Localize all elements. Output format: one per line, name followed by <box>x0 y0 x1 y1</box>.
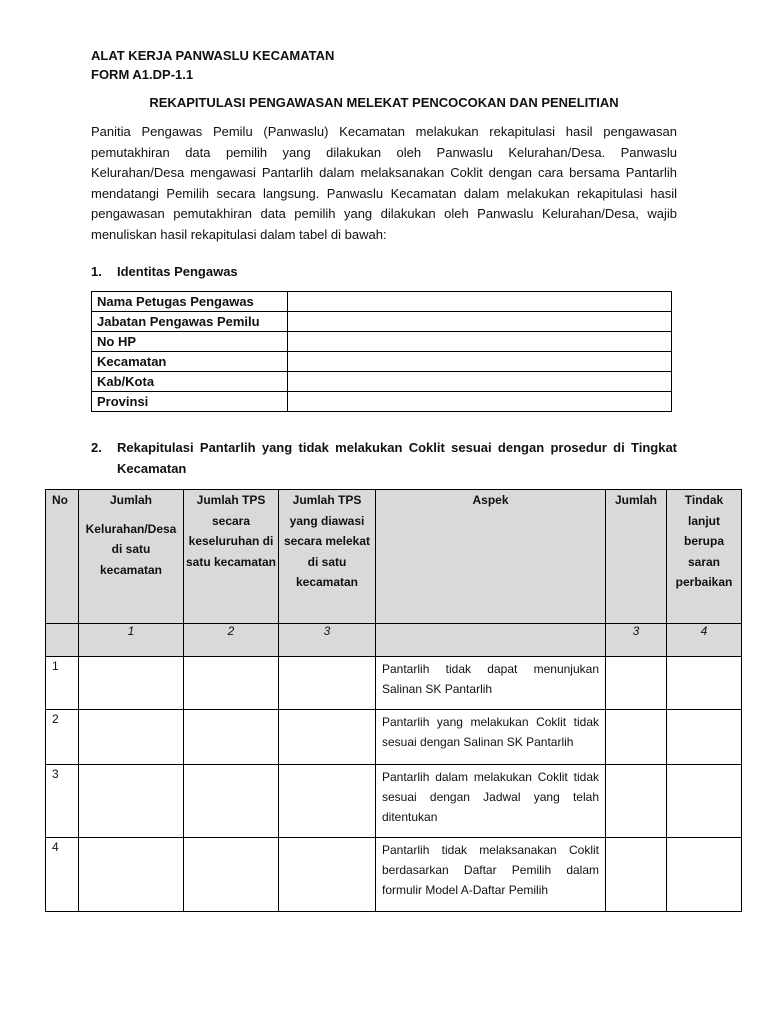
cell-aspek: Pantarlih yang melakukan Coklit tidak sesuai dengan Salinan SK Pantarlih <box>376 710 606 765</box>
cell-jumlah-kelurahan[interactable] <box>79 710 184 765</box>
cell-jumlah-tps[interactable] <box>184 657 279 710</box>
col-header-no: No <box>46 490 79 624</box>
identity-row <box>92 312 672 332</box>
col-header-jumlah-kelurahan-a: Jumlah <box>109 493 152 507</box>
col-number <box>376 624 606 657</box>
col-number: 2 <box>184 624 279 657</box>
cell-jumlah-kelurahan[interactable] <box>79 657 184 710</box>
cell-aspek: Pantarlih tidak melaksanakan Coklit berdasarkan Daftar Pemilih dalam formulir Model A-Daftar Pemilih <box>376 838 606 912</box>
identity-value-field[interactable] <box>288 372 672 392</box>
cell-tindak-lanjut[interactable] <box>667 710 742 765</box>
identity-row <box>92 332 672 352</box>
col-header-tindak-lanjut: Tindak lanjut berupa saran perbaikan <box>667 490 742 624</box>
identity-value-field[interactable] <box>288 312 672 332</box>
section-1-heading <box>91 261 677 282</box>
identity-value-field[interactable] <box>288 352 672 372</box>
row-number: 2 <box>46 710 79 765</box>
section-1-number: 1. <box>91 264 102 279</box>
col-number: 3 <box>279 624 376 657</box>
recap-header-row <box>46 490 742 624</box>
identity-label: Kecamatan <box>92 352 288 372</box>
cell-aspek: Pantarlih tidak dapat menunjukan Salinan SK Pantarlih <box>376 657 606 710</box>
cell-jumlah[interactable] <box>606 657 667 710</box>
cell-jumlah-kelurahan[interactable] <box>79 838 184 912</box>
col-header-jumlah-kelurahan <box>79 490 184 624</box>
identity-label: Provinsi <box>92 392 288 412</box>
identity-label: Kab/Kota <box>92 372 288 392</box>
row-number: 3 <box>46 765 79 838</box>
col-header-jumlah-tps: Jumlah TPS secara keseluruhan di satu kecamatan <box>184 490 279 624</box>
recap-column-number-row <box>46 624 742 657</box>
section-2-heading <box>91 437 677 479</box>
cell-jumlah[interactable] <box>606 765 667 838</box>
col-header-jumlah-tps-diawasi: Jumlah TPS yang diawasi secara melekat di satu kecamatan <box>279 490 376 624</box>
cell-jumlah-tps[interactable] <box>184 710 279 765</box>
col-number: 1 <box>79 624 184 657</box>
cell-jumlah-tps[interactable] <box>184 838 279 912</box>
recap-row <box>46 710 742 765</box>
cell-jumlah-tps-diawasi[interactable] <box>279 710 376 765</box>
section-2-title: Rekapitulasi Pantarlih yang tidak melakukan Coklit sesuai dengan prosedur di Tingkat Kecamatan <box>117 440 677 476</box>
header-line-1: ALAT KERJA PANWASLU KECAMATAN <box>91 48 335 63</box>
cell-jumlah-tps-diawasi[interactable] <box>279 765 376 838</box>
document-title: REKAPITULASI PENGAWASAN MELEKAT PENCOCOKAN DAN PENELITIAN <box>149 95 619 110</box>
cell-jumlah-tps-diawasi[interactable] <box>279 838 376 912</box>
cell-tindak-lanjut[interactable] <box>667 657 742 710</box>
section-1-title: Identitas Pengawas <box>117 264 238 279</box>
cell-aspek: Pantarlih dalam melakukan Coklit tidak sesuai dengan Jadwal yang telah ditentukan <box>376 765 606 838</box>
identity-value-field[interactable] <box>288 392 672 412</box>
recap-table <box>45 489 742 912</box>
cell-jumlah[interactable] <box>606 838 667 912</box>
identity-label: Nama Petugas Pengawas <box>92 292 288 312</box>
col-header-aspek: Aspek <box>376 490 606 624</box>
cell-jumlah-tps-diawasi[interactable] <box>279 657 376 710</box>
identity-row <box>92 292 672 312</box>
cell-tindak-lanjut[interactable] <box>667 765 742 838</box>
identity-row <box>92 392 672 412</box>
identity-row <box>92 372 672 392</box>
identity-label: Jabatan Pengawas Pemilu <box>92 312 288 332</box>
identity-value-field[interactable] <box>288 332 672 352</box>
row-number: 4 <box>46 838 79 912</box>
identity-value-field[interactable] <box>288 292 672 312</box>
cell-jumlah-kelurahan[interactable] <box>79 765 184 838</box>
col-header-jumlah: Jumlah <box>606 490 667 624</box>
intro-paragraph: Panitia Pengawas Pemilu (Panwaslu) Kecamatan melakukan rekapitulasi hasil pengawasan pemutakhiran data pemilih yang dilakukan oleh Panwaslu Kelurahan/Desa. Panwaslu Kelurahan/Desa mengawasi Pantarlih dalam melaksanakan Coklit dengan cara bersama Pantarlih mendatangi Pemilih secara langsung. Panwaslu Kecamatan dalam melakukan rekapitulasi hasil pengawasan pemutakhiran data pemilih yang dilakukan oleh Panwaslu Kelurahan/Desa, wajib menuliskan hasil rekapitulasi dalam tabel di bawah: <box>91 124 677 242</box>
cell-tindak-lanjut[interactable] <box>667 838 742 912</box>
col-number: 3 <box>606 624 667 657</box>
row-number: 1 <box>46 657 79 710</box>
identity-label: No HP <box>92 332 288 352</box>
section-2-number: 2. <box>91 440 102 455</box>
recap-row <box>46 657 742 710</box>
col-number: 4 <box>667 624 742 657</box>
col-number <box>46 624 79 657</box>
cell-jumlah-tps[interactable] <box>184 765 279 838</box>
header-line-2: FORM A1.DP-1.1 <box>91 67 194 82</box>
recap-row <box>46 765 742 838</box>
identity-row <box>92 352 672 372</box>
col-header-jumlah-kelurahan-b: Kelurahan/Desa di satu kecamatan <box>85 521 177 577</box>
cell-jumlah[interactable] <box>606 710 667 765</box>
identity-table <box>91 291 672 412</box>
recap-row <box>46 838 742 912</box>
